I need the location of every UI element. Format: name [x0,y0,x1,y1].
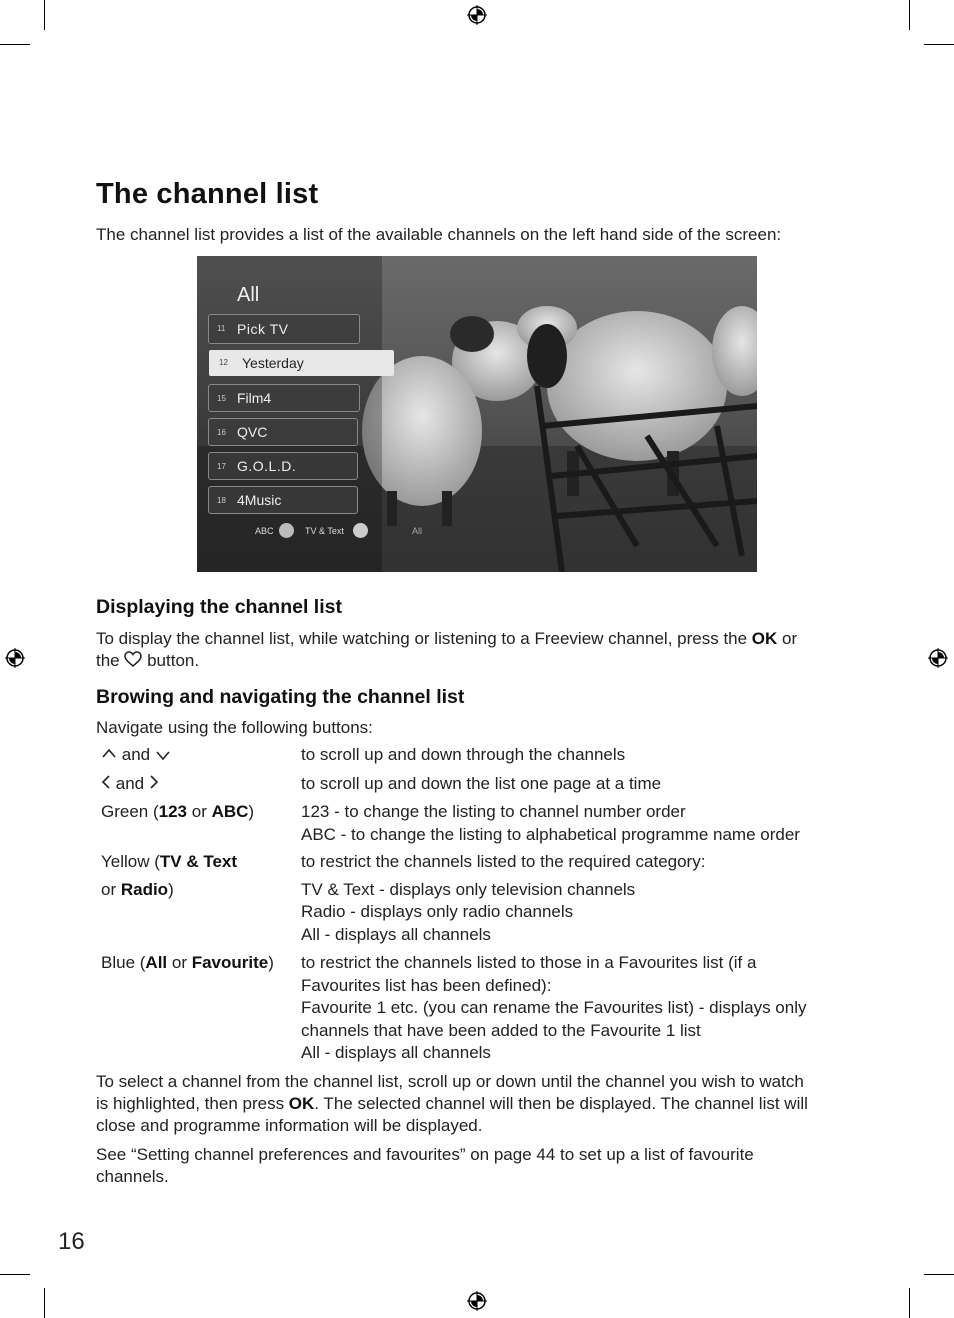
text-span: Green ( [101,802,159,821]
channel-list-screenshot [197,256,757,572]
channel-item[interactable] [208,418,358,446]
all-hint-label: All [412,526,423,536]
channel-number: 12 [219,358,228,367]
desc-line: Radio - displays only radio channels [301,902,574,921]
text-span: or [101,879,121,899]
desc-blue [301,952,861,1065]
desc-yellow [301,851,861,946]
page-number: 16 [58,1228,85,1255]
channel-name: QVC [237,424,268,440]
crop-mark [924,44,954,45]
key-green [101,801,296,824]
and-label: and [121,745,151,764]
key-ref: All [145,953,168,972]
channel-name: Yesterday [242,355,304,371]
desc-line: All - displays all channels [301,924,491,944]
channel-name: 4Music [237,492,282,508]
section-heading-browsing: Browing and navigating the channel list [96,686,465,708]
select-paragraph [96,1071,876,1137]
tv-text-hint-label: TV & Text [305,526,344,536]
channel-number: 15 [217,394,226,403]
channel-number: 17 [217,462,226,471]
channel-number: 16 [217,428,226,437]
desc-line: 123 - to change the listing to channel number order [301,802,686,821]
see-also-paragraph [96,1144,876,1188]
crop-mark [909,0,910,30]
key-ref: ABC [211,802,249,821]
channel-item-selected[interactable] [209,350,394,376]
text-span: ) [168,879,174,899]
channel-name: Pick TV [237,321,289,337]
text-span: or [777,629,798,648]
green-button-icon [279,523,294,538]
text-span: See “Setting channel preferences and favourites” on page 44 to set up a list of favourite [96,1145,754,1164]
browse-intro: Navigate using the following buttons: [96,718,373,737]
crop-mark [44,0,45,30]
text-span: close and programme information will be displayed. [96,1116,483,1135]
crop-mark [44,1288,45,1318]
page-title: The channel list [96,178,319,210]
text-span: Blue ( [101,953,146,972]
desc-line: to restrict the channels listed to those in a Favourites list (if a [301,953,757,972]
chevron-left-icon [101,774,111,790]
crop-mark [909,1288,910,1318]
text-span: . The selected channel will then be displayed. The channel list will [314,1094,808,1113]
text-span: ) [268,953,274,972]
desc-line: to restrict the channels listed to the required category: [301,852,706,871]
display-instructions [96,628,856,672]
desc-green [301,801,861,846]
chevron-down-icon [155,749,171,761]
text-span: channels. [96,1167,169,1186]
yellow-button-icon [353,523,368,538]
registration-mark-icon [927,647,949,669]
text-span: To display the channel list, while watching or listening to a Freeview channel, press the [96,629,752,648]
chevron-right-icon [149,774,159,790]
text-span: or [187,802,212,821]
chevron-up-icon [101,747,117,759]
key-yellow [101,851,296,901]
desc-line: TV & Text - displays only television channels [301,879,636,899]
key-ref: Radio [120,879,169,899]
key-ref: Favourite [191,953,269,972]
key-left-right [101,773,296,796]
channel-item[interactable] [208,452,358,480]
text-span: or [167,953,192,972]
desc-up-down: to scroll up and down through the channels [301,745,626,764]
crop-mark [0,44,30,45]
text-span: Yellow ( [101,852,160,871]
section-heading-displaying: Displaying the channel list [96,596,342,618]
desc-line: channels that have been added to the Favourite 1 list [301,1020,701,1040]
channel-name: Film4 [237,390,272,406]
channel-item[interactable] [208,486,358,514]
desc-line: All - displays all channels [301,1043,491,1062]
registration-mark-icon [466,1290,488,1312]
crop-mark [0,1274,30,1275]
desc-line: Favourite 1 etc. (you can rename the Favourites list) - displays only [301,998,807,1017]
channel-name: G.O.L.D. [237,458,297,474]
desc-left-right: to scroll up and down the list one page at a time [301,774,662,793]
heart-icon [124,651,142,668]
text-span: To select a channel from the channel list, scroll up or down until the channel you wish to watch [96,1072,804,1091]
text-span: button. [142,651,200,670]
crop-mark [924,1274,954,1275]
key-ref: TV & Text [159,852,238,871]
button-hints [255,522,475,542]
channel-item[interactable] [208,314,360,344]
text-span: ) [248,802,255,821]
channel-number: 18 [217,496,226,505]
channel-item[interactable] [208,384,360,412]
text-span: is highlighted, then press [96,1094,289,1113]
ok-button-ref: OK [288,1094,315,1113]
registration-mark-icon [466,4,488,26]
key-up-down [101,744,296,767]
list-title: All [237,284,260,306]
intro-text: The channel list provides a list of the available channels on the left hand side of the screen: [96,225,782,244]
desc-line: Favourites list has been defined): [301,975,552,995]
and-label: and [115,774,145,793]
key-blue [101,952,296,975]
desc-line: ABC - to change the listing to alphabetical programme name order [301,824,800,844]
registration-mark-icon [4,647,26,669]
abc-hint-label: ABC [255,526,274,536]
channel-number: 11 [217,324,226,333]
text-span: the [96,651,125,670]
key-ref: 123 [158,802,188,821]
ok-button-ref: OK [751,629,778,648]
